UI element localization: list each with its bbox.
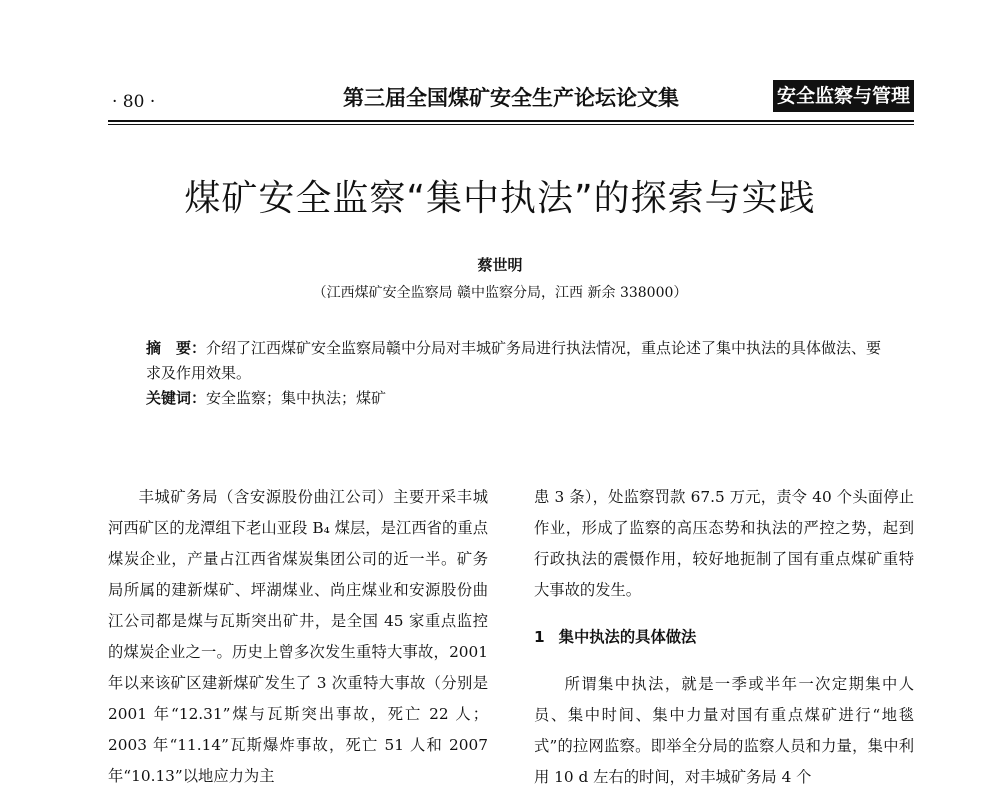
section-tag: 安全监察与管理: [773, 80, 914, 112]
section-number: 1: [534, 628, 545, 646]
header-rule: [108, 120, 914, 122]
affiliation: （江西煤矿安全监察局 赣中监察分局，江西 新余 338000）: [312, 285, 688, 301]
body-paragraph: 所谓集中执法，就是一季或半年一次定期集中人员、集中时间、集中力量对国有重点煤矿进行“地毯式”的拉网监察。即举全分局的监察人员和力量，集中利用 10 d 左右的时间，对丰城矿务局 4 个: [534, 675, 914, 786]
section-title: 集中执法的具体做法: [558, 628, 697, 646]
section-heading: [534, 622, 914, 653]
header-rule-thin: [108, 124, 914, 125]
article-title: 煤矿安全监察“集中执法”的探索与实践: [184, 178, 816, 219]
page-number: · 80 ·: [112, 92, 156, 112]
running-header: [108, 80, 914, 116]
abstract: [146, 336, 886, 386]
author: 蔡世明: [477, 256, 523, 274]
keywords-text: 安全监察；集中执法；煤矿: [206, 389, 387, 407]
abstract-block: [146, 336, 886, 411]
proceedings-title: 第三届全国煤矿安全生产论坛论文集: [343, 86, 679, 110]
body-paragraph-continuation: 患 3 条），处监察罚款 67.5 万元，责令 40 个头面停止作业，形成了监察的高压态势和执法的严控之势，起到行政执法的震慑作用，较好地扼制了国有重点煤矿重特大事故的发生。: [534, 488, 914, 599]
keywords-label: 关键词：: [146, 389, 207, 407]
abstract-text: 介绍了江西煤矿安全监察局赣中分局对丰城矿务局进行执法情况，重点论述了集中执法的具体做法、要求及作用效果。: [146, 339, 882, 382]
body-right-column: [534, 482, 914, 793]
body-left-column: [108, 482, 488, 792]
body-paragraph: 丰城矿务局（含安源股份曲江公司）主要开采丰城河西矿区的龙潭组下老山亚段 B₄ 煤层，是江西省的重点煤炭企业，产量占江西省煤炭集团公司的近一半。矿务局所属的建新煤矿、坪湖煤业、尚庄煤业和安源股份曲江公司都是煤与瓦斯突出矿井，是全国 45 家重点监控的煤炭企业之一。历史上曾多次发生重特大事故，2001 年以来该矿区建新煤矿发生了 3 次重特大事故（分别是 2001 年“12.31”煤与瓦斯突出事故，死亡 22 人；2003 年“11.14”瓦斯爆炸事故，死亡 51 人和 2007 年“10.13”以地应力为主: [108, 488, 488, 785]
keywords: [146, 386, 886, 411]
abstract-label: 摘 要：: [146, 339, 207, 357]
